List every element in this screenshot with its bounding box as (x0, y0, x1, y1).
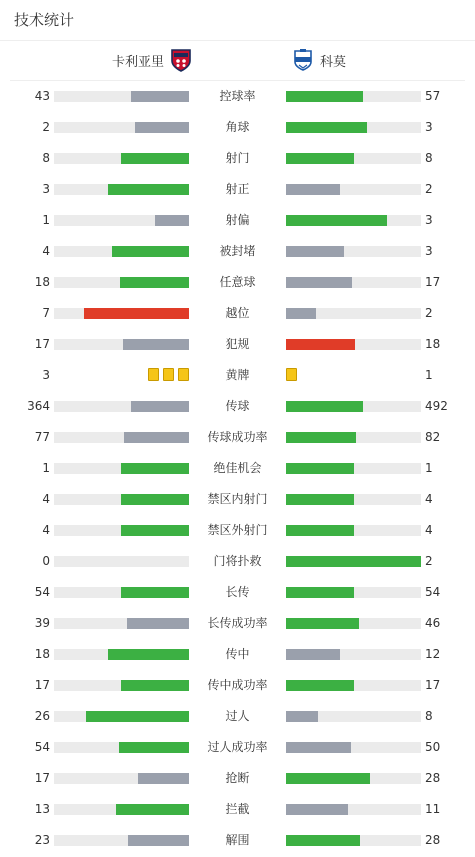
home-team-name: 卡利亚里 (111, 54, 164, 70)
stats-table (0, 81, 475, 856)
away-bar-fill (286, 618, 359, 629)
away-bar-track (286, 618, 421, 629)
away-value: 18 (425, 337, 441, 351)
away-bar-track (286, 339, 421, 350)
home-bar-track (54, 525, 189, 536)
home-bar-track (54, 494, 189, 505)
away-bar-fill (286, 91, 363, 102)
home-bar-fill (119, 742, 189, 753)
stat-row (0, 298, 475, 329)
away-value: 3 (425, 213, 433, 227)
home-bar-fill (121, 494, 189, 505)
away-team[interactable] (292, 47, 346, 73)
home-bar-track (54, 618, 189, 629)
away-bar-track (286, 277, 421, 288)
home-bar-track (54, 711, 189, 722)
away-bar-track (286, 463, 421, 474)
home-value: 4 (42, 492, 50, 506)
stat-name: 角球 (225, 120, 250, 134)
stat-row (0, 174, 475, 205)
away-bar-track (286, 773, 421, 784)
home-bar-track (54, 432, 189, 443)
away-bar-track (286, 215, 421, 226)
home-value: 17 (34, 337, 50, 351)
away-bar-fill (286, 587, 354, 598)
home-bar-fill (128, 835, 189, 846)
away-value: 1 (425, 461, 433, 475)
away-bar-fill (286, 401, 363, 412)
away-bar-track (286, 184, 421, 195)
home-bar-fill (112, 246, 189, 257)
away-bar-track (286, 432, 421, 443)
away-bar-track (286, 711, 421, 722)
away-value: 3 (425, 120, 433, 134)
home-value: 8 (42, 151, 50, 165)
away-value: 17 (425, 678, 441, 692)
away-bar-track (286, 742, 421, 753)
away-bar-track (286, 804, 421, 815)
stat-name: 抢断 (225, 771, 250, 785)
stat-name: 拦截 (225, 802, 250, 816)
stat-row (0, 391, 475, 422)
stat-row (0, 143, 475, 174)
stat-name: 射偏 (225, 213, 250, 227)
stat-row (0, 484, 475, 515)
away-team-name: 科莫 (320, 54, 347, 70)
stat-name: 越位 (225, 306, 250, 320)
stat-row (0, 701, 475, 732)
away-bar-fill (286, 339, 355, 350)
away-value: 4 (425, 492, 433, 506)
home-bar-fill (135, 122, 189, 133)
away-value: 2 (425, 182, 433, 196)
home-value: 23 (34, 833, 50, 847)
stat-name: 黄牌 (225, 368, 250, 382)
away-bar-track (286, 587, 421, 598)
away-value: 2 (425, 554, 433, 568)
home-value: 7 (42, 306, 50, 320)
away-bar-fill (286, 525, 354, 536)
home-bar-fill (155, 215, 189, 226)
stat-row (0, 825, 475, 856)
team-header (10, 42, 465, 81)
stat-name: 传中成功率 (207, 678, 268, 692)
away-value: 28 (425, 833, 441, 847)
home-value: 3 (42, 182, 50, 196)
stat-name: 射门 (225, 151, 250, 165)
home-value: 364 (27, 399, 50, 413)
home-bar-fill (138, 773, 189, 784)
home-bar-track (54, 742, 189, 753)
away-bar-fill (286, 122, 367, 133)
away-value: 57 (425, 89, 441, 103)
stat-row (0, 422, 475, 453)
section-title: 技术统计 (14, 11, 75, 29)
stat-row (0, 267, 475, 298)
stat-row (0, 732, 475, 763)
away-bar-track (286, 122, 421, 133)
como-crest-icon (292, 48, 314, 72)
home-bar-track (54, 773, 189, 784)
stat-name: 任意球 (219, 275, 256, 289)
home-value: 1 (42, 213, 50, 227)
away-value: 8 (425, 151, 433, 165)
away-bar-fill (286, 432, 356, 443)
home-value: 13 (34, 802, 50, 816)
title-divider (0, 40, 475, 41)
away-bar-fill (286, 277, 352, 288)
home-value: 4 (42, 244, 50, 258)
home-value: 43 (34, 89, 50, 103)
cagliari-crest-icon (170, 48, 192, 72)
stat-name: 禁区外射门 (207, 523, 268, 537)
stat-name: 射正 (225, 182, 250, 196)
away-bar-track (286, 525, 421, 536)
away-value: 2 (425, 306, 433, 320)
home-bar-fill (127, 618, 189, 629)
away-bar-track (286, 556, 421, 567)
away-bar-fill (286, 463, 354, 474)
stat-row (0, 577, 475, 608)
home-bar-track (54, 587, 189, 598)
away-bar-track (286, 91, 421, 102)
home-bar-fill (121, 525, 189, 536)
home-bar-track (54, 339, 189, 350)
away-bar-track (286, 494, 421, 505)
home-bar-fill (124, 432, 189, 443)
stat-name: 传中 (225, 647, 250, 661)
home-bar-fill (121, 463, 189, 474)
home-bar-track (54, 184, 189, 195)
away-bar-fill (286, 773, 370, 784)
home-value: 26 (34, 709, 50, 723)
away-value: 492 (425, 399, 448, 413)
home-bar-track (54, 680, 189, 691)
home-bar-fill (108, 184, 189, 195)
away-bar-track (286, 246, 421, 257)
home-value: 54 (34, 585, 50, 599)
away-value: 46 (425, 616, 441, 630)
home-value: 3 (42, 368, 50, 382)
home-value: 18 (34, 275, 50, 289)
home-bar-fill (86, 711, 189, 722)
away-value: 17 (425, 275, 441, 289)
away-bar-track (286, 680, 421, 691)
away-bar-fill (286, 804, 348, 815)
away-bar-fill (286, 556, 421, 567)
away-bar-track (286, 308, 421, 319)
yellow-card-icon (286, 368, 297, 381)
stat-row (0, 515, 475, 546)
home-bar-fill (123, 339, 189, 350)
stat-row (0, 794, 475, 825)
yellow-card-icon (148, 368, 159, 381)
yellow-card-icon (178, 368, 189, 381)
yellow-card-icon (163, 368, 174, 381)
stat-row (0, 639, 475, 670)
away-bar-fill (286, 649, 340, 660)
away-value: 82 (425, 430, 441, 444)
home-value: 2 (42, 120, 50, 134)
stat-name: 传球 (225, 399, 250, 413)
home-value: 0 (42, 554, 50, 568)
stat-name: 长传 (225, 585, 250, 599)
home-value: 17 (34, 678, 50, 692)
away-bar-fill (286, 835, 360, 846)
home-value: 1 (42, 461, 50, 475)
home-bar-fill (131, 91, 189, 102)
away-bar-track (286, 835, 421, 846)
home-value: 18 (34, 647, 50, 661)
away-value: 1 (425, 368, 433, 382)
away-value: 3 (425, 244, 433, 258)
home-team[interactable] (112, 47, 192, 73)
stat-row (0, 608, 475, 639)
home-bar-track (54, 308, 189, 319)
stat-row (0, 360, 475, 391)
home-bar-track (54, 153, 189, 164)
stat-name: 传球成功率 (207, 430, 268, 444)
away-value: 50 (425, 740, 441, 754)
home-bar-fill (108, 649, 189, 660)
away-value: 11 (425, 802, 441, 816)
away-yellow-cards (286, 368, 297, 382)
stat-row (0, 205, 475, 236)
stat-row (0, 546, 475, 577)
away-bar-fill (286, 308, 316, 319)
away-value: 4 (425, 523, 433, 537)
home-bar-fill (131, 401, 189, 412)
home-bar-track (54, 556, 189, 567)
away-bar-track (286, 153, 421, 164)
away-bar-fill (286, 680, 354, 691)
home-bar-fill (120, 277, 189, 288)
stat-name: 过人成功率 (207, 740, 268, 754)
away-bar-track (286, 401, 421, 412)
home-yellow-cards (148, 368, 189, 382)
home-bar-track (54, 246, 189, 257)
home-value: 39 (34, 616, 50, 630)
stat-name: 禁区内射门 (207, 492, 268, 506)
home-bar-track (54, 835, 189, 846)
away-value: 28 (425, 771, 441, 785)
away-value: 8 (425, 709, 433, 723)
stat-row (0, 236, 475, 267)
away-value: 54 (425, 585, 441, 599)
stat-name: 过人 (225, 709, 250, 723)
home-bar-track (54, 804, 189, 815)
home-value: 4 (42, 523, 50, 537)
stat-row (0, 112, 475, 143)
home-bar-track (54, 277, 189, 288)
away-bar-fill (286, 184, 340, 195)
away-bar-fill (286, 494, 354, 505)
stat-row (0, 453, 475, 484)
stat-name: 犯规 (225, 337, 250, 351)
home-bar-track (54, 122, 189, 133)
stat-name: 门将扑救 (213, 554, 262, 568)
stat-row (0, 81, 475, 112)
home-bar-fill (84, 308, 189, 319)
away-value: 12 (425, 647, 441, 661)
home-bar-fill (121, 153, 189, 164)
home-bar-fill (116, 804, 189, 815)
stat-row (0, 763, 475, 794)
away-bar-track (286, 649, 421, 660)
home-bar-track (54, 91, 189, 102)
stat-row (0, 329, 475, 360)
home-value: 77 (34, 430, 50, 444)
stat-name: 控球率 (219, 89, 256, 103)
away-bar-fill (286, 711, 318, 722)
stat-row (0, 670, 475, 701)
away-bar-fill (286, 246, 344, 257)
home-value: 17 (34, 771, 50, 785)
home-bar-track (54, 649, 189, 660)
home-bar-fill (121, 587, 189, 598)
home-value: 54 (34, 740, 50, 754)
stat-name: 绝佳机会 (213, 461, 262, 475)
home-bar-fill (121, 680, 189, 691)
stat-name: 解围 (225, 833, 250, 847)
home-bar-track (54, 463, 189, 474)
away-bar-fill (286, 215, 387, 226)
stat-name: 被封堵 (219, 244, 256, 258)
stat-name: 长传成功率 (207, 616, 268, 630)
away-bar-fill (286, 742, 351, 753)
home-bar-track (54, 215, 189, 226)
away-bar-fill (286, 153, 354, 164)
home-bar-track (54, 401, 189, 412)
